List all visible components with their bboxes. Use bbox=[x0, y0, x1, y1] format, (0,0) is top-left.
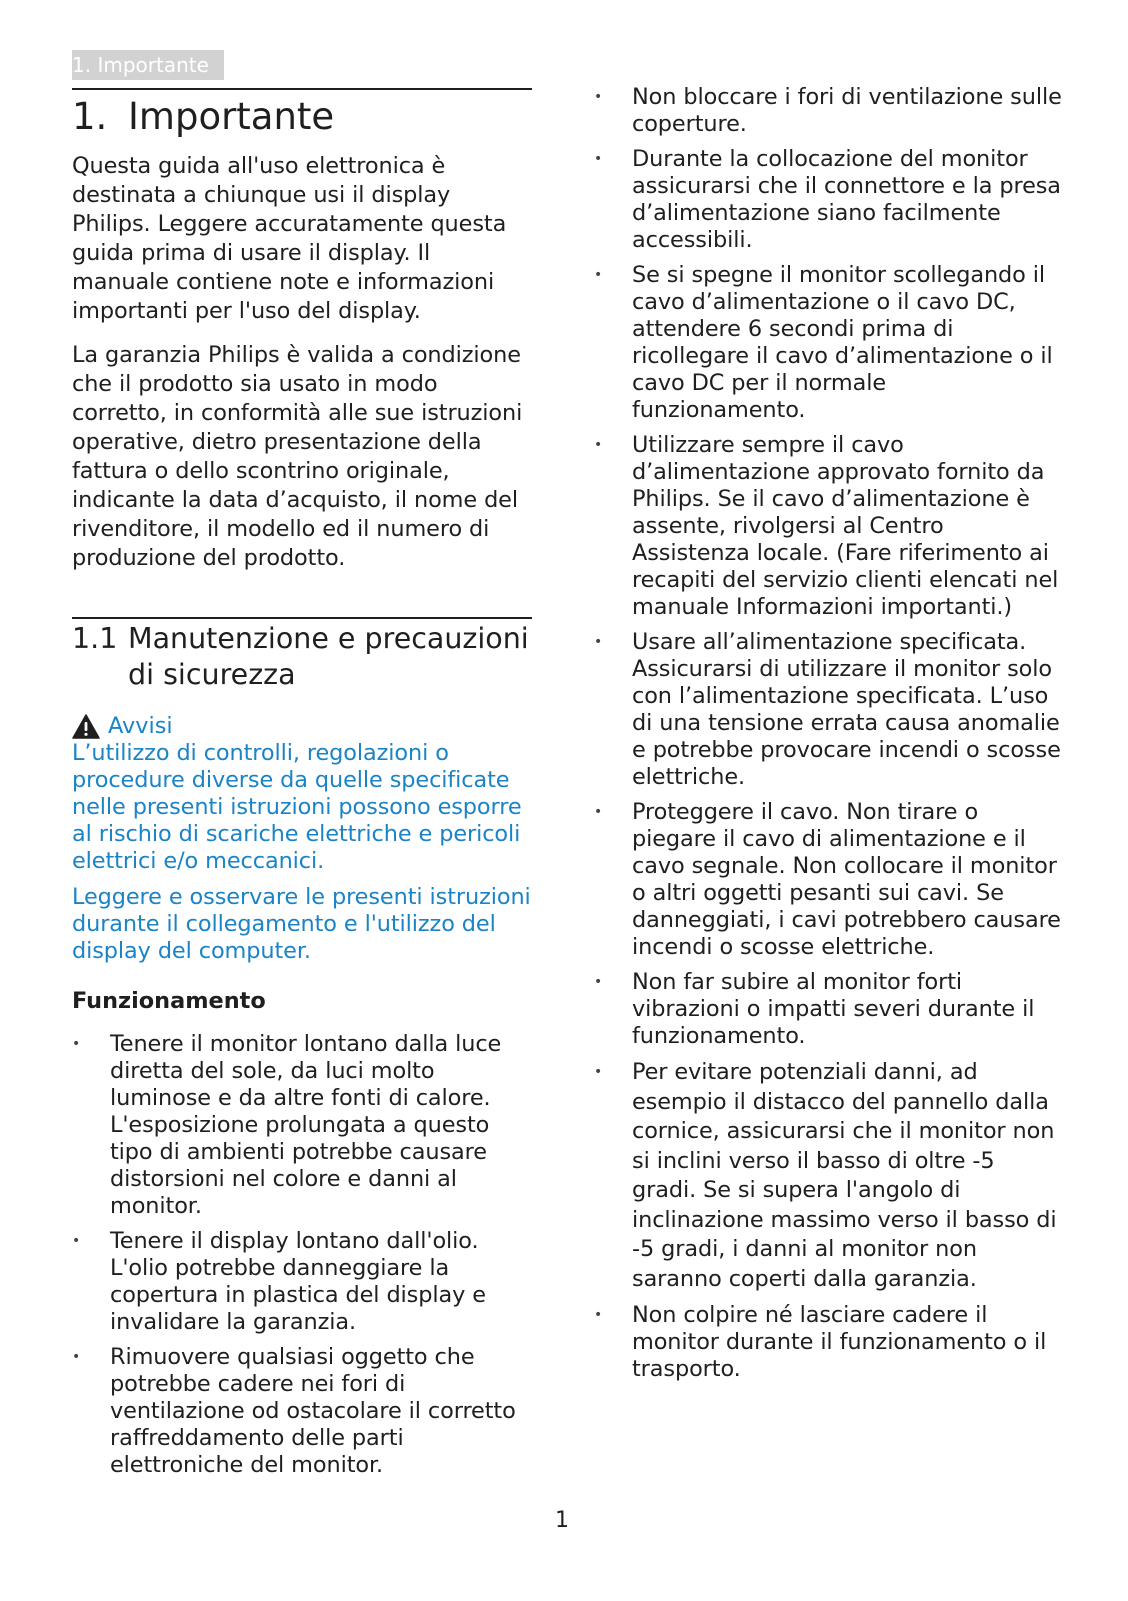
warning-text: L’utilizzo di controlli, regolazioni o procedure diverse da quelle specificate nelle presenti istruzioni possono esporre al rischio di scariche elettriche e pericoli elettrici e/o meccanici. bbox=[72, 740, 522, 874]
list-item-text: Se si spegne il monitor scollegando il cavo d’alimentazione o il cavo DC, attendere 6 secondi prima di ricollegare il cavo d’alimentazione o il cavo DC per il normale funzionamento. bbox=[632, 262, 1053, 423]
list-item-text: Per evitare potenziali danni, ad esempio il distacco del pannello dalla cornice, assicurarsi che il monitor non si inclini verso il basso di oltre -5 gradi. Se si supera l'angolo di inclinazione massimo verso il basso di -5 gradi, i danni al monitor non saranno coperti dalla garanzia. bbox=[632, 1059, 1057, 1292]
bullet-icon: • bbox=[594, 267, 603, 283]
list-item-text: Tenere il display lontano dall'olio. L'olio potrebbe danneggiare la copertura in plastica del display e invalidare la garanzia. bbox=[110, 1228, 486, 1335]
bullet-icon: • bbox=[594, 89, 603, 105]
subsection-rule bbox=[72, 617, 532, 619]
bullet-icon: • bbox=[594, 437, 603, 453]
right-column bbox=[594, 84, 1064, 1391]
list-item-text: Rimuovere qualsiasi oggetto che potrebbe cadere nei fori di ventilazione od ostacolare il corretto raffreddamento delle parti elettroniche del monitor. bbox=[110, 1344, 516, 1478]
intro-paragraph: Questa guida all'uso elettronica è destinata a chiunque usi il display Philips. Leggere accuratamente questa guida prima di usare il display. Il manuale contiene note e informazioni importanti per l'uso del display. bbox=[72, 153, 507, 324]
list-item-text: Proteggere il cavo. Non tirare o piegare il cavo di alimentazione e il cavo segnale. Non collocare il monitor o altri oggetti pesanti sui cavi. Se danneggiati, i cavi potrebbero causare incendi o scosse elettriche. bbox=[632, 799, 1061, 960]
list-item bbox=[594, 969, 1064, 1050]
bullet-icon: • bbox=[594, 804, 603, 820]
warning-title: Avvisi bbox=[108, 713, 173, 739]
subsection-number: 1.1 bbox=[72, 622, 118, 655]
warning-icon bbox=[72, 714, 100, 739]
operation-heading: Funzionamento bbox=[72, 988, 266, 1014]
left-column bbox=[72, 88, 532, 1487]
bullet-icon: • bbox=[594, 151, 603, 167]
list-item-text: Durante la collocazione del monitor assicurarsi che il connettore e la presa d’alimentazione siano facilmente accessibili. bbox=[632, 146, 1061, 253]
list-item bbox=[594, 1302, 1064, 1383]
bullet-icon: • bbox=[594, 1064, 603, 1080]
subsection-heading bbox=[72, 621, 532, 693]
list-item bbox=[72, 1228, 532, 1336]
list-item bbox=[594, 84, 1064, 138]
bullet-icon: • bbox=[72, 1233, 81, 1249]
page-number: 1 bbox=[555, 1508, 569, 1533]
header-tab bbox=[72, 50, 224, 80]
operation-list-left bbox=[72, 1031, 532, 1479]
list-item bbox=[594, 432, 1064, 621]
list-item bbox=[594, 1058, 1064, 1294]
list-item bbox=[594, 629, 1064, 791]
list-item bbox=[72, 1031, 532, 1220]
bullet-icon: • bbox=[72, 1349, 81, 1365]
bullet-icon: • bbox=[594, 974, 603, 990]
bullet-icon: • bbox=[72, 1036, 81, 1052]
section-rule bbox=[72, 88, 532, 90]
operation-list-right bbox=[594, 84, 1064, 1383]
bullet-icon: • bbox=[594, 1307, 603, 1323]
list-item-text: Non colpire né lasciare cadere il monitor durante il funzionamento o il trasporto. bbox=[632, 1302, 1047, 1382]
subsection-title: Manutenzione e precauzioni di sicurezza bbox=[128, 622, 529, 691]
warning-heading bbox=[72, 713, 532, 740]
section-heading bbox=[72, 92, 532, 142]
warranty-paragraph: La garanzia Philips è valida a condizione che il prodotto sia usato in modo corretto, in conformità alle sue istruzioni operative, dietro presentazione della fattura o dello scontrino originale, indicante la data d’acquisto, il nome del rivenditore, il modello ed il numero di produzione del prodotto. bbox=[72, 342, 523, 571]
warning-text: Leggere e osservare le presenti istruzioni durante il collegamento e l'utilizzo del display del computer. bbox=[72, 884, 531, 964]
bullet-icon: • bbox=[594, 634, 603, 650]
list-item bbox=[594, 262, 1064, 424]
list-item-text: Non far subire al monitor forti vibrazioni o impatti severi durante il funzionamento. bbox=[632, 969, 1035, 1049]
list-item-text: Tenere il monitor lontano dalla luce diretta del sole, da luci molto luminose e da altre fonti di calore. L'esposizione prolungata a questo tipo di ambienti potrebbe causare distorsioni nel colore e danni al monitor. bbox=[110, 1031, 502, 1219]
section-title: Importante bbox=[128, 95, 335, 138]
list-item-text: Non bloccare i fori di ventilazione sulle coperture. bbox=[632, 84, 1062, 137]
list-item-text: Utilizzare sempre il cavo d’alimentazione approvato fornito da Philips. Se il cavo d’alimentazione è assente, rivolgersi al Centro Assistenza locale. (Fare riferimento ai recapiti del servizio clienti elencati nel manuale Informazioni importanti.) bbox=[632, 432, 1059, 620]
list-item bbox=[72, 1344, 532, 1479]
list-item-text: Usare all’alimentazione specificata. Assicurarsi di utilizzare il monitor solo con l’alimentazione specificata. L’uso di una tensione errata causa anomalie e potrebbe provocare incendi o scosse elettriche. bbox=[632, 629, 1061, 790]
header-tab-label: 1. Importante bbox=[72, 53, 209, 77]
section-number: 1. bbox=[72, 95, 108, 138]
list-item bbox=[594, 799, 1064, 961]
list-item bbox=[594, 146, 1064, 254]
